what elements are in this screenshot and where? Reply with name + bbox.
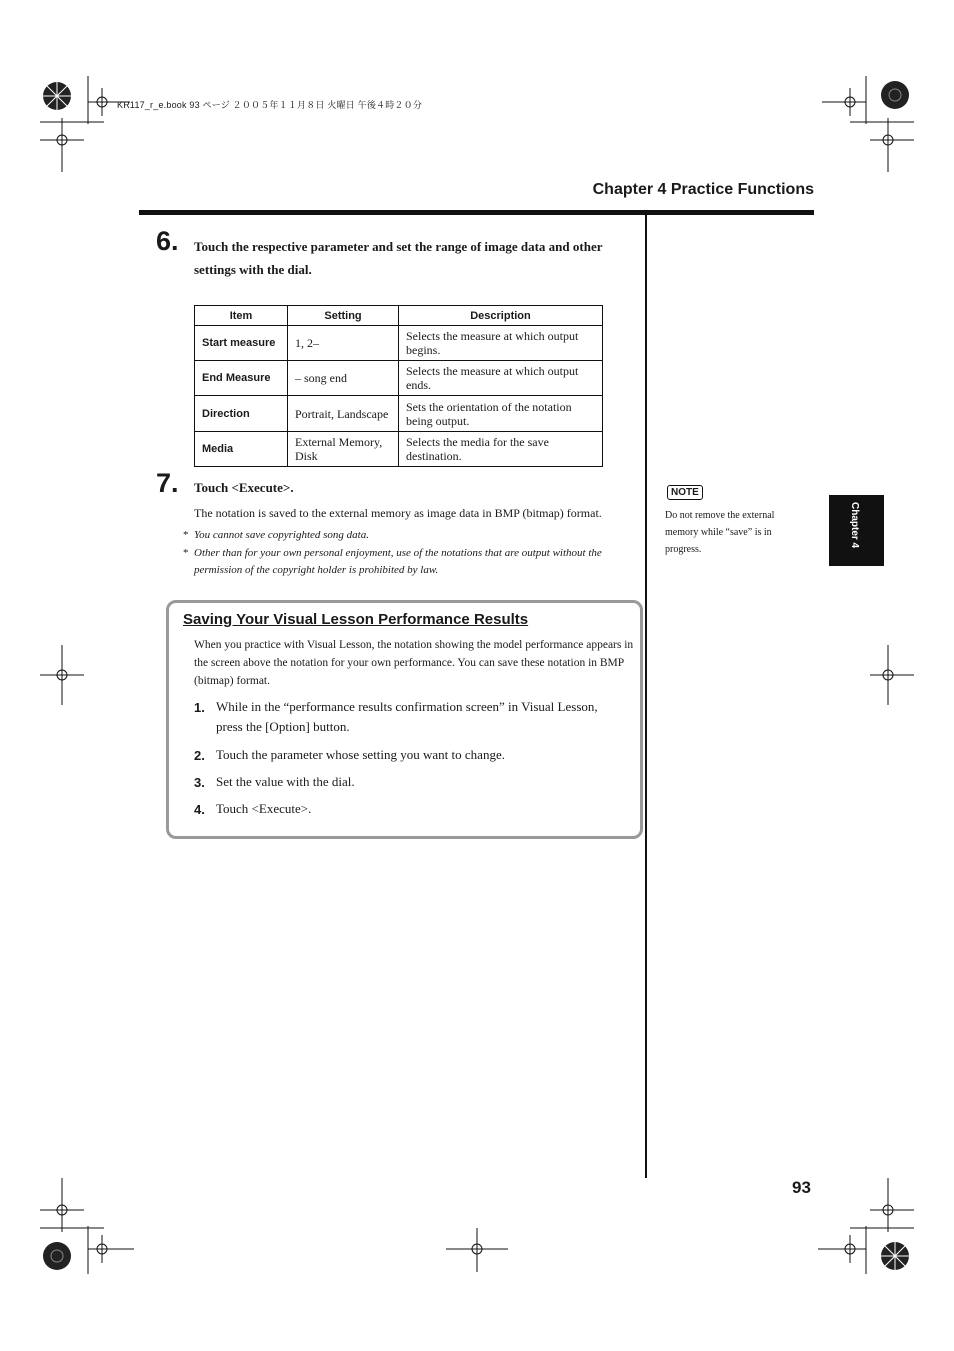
table-row (195, 326, 603, 361)
table-header-description: Description (399, 306, 603, 326)
table-cell-description: Sets the orientation of the notation being output. (399, 396, 603, 432)
page-number: 93 (792, 1178, 811, 1197)
heading-rule (139, 210, 814, 215)
step-7-number: 7. (156, 468, 179, 498)
table-header-row (195, 306, 603, 326)
table-cell-item: Media (195, 432, 288, 467)
box-step-number: 3. (194, 775, 205, 790)
box-step-text: While in the “performance results confirmation screen” in Visual Lesson, press the [Option] button. (216, 699, 598, 734)
table-cell-item: Direction (195, 396, 288, 432)
note-badge: NOTE (667, 485, 703, 500)
table-cell-description: Selects the media for the save destination. (399, 432, 603, 467)
box-title: Saving Your Visual Lesson Performance Results (183, 611, 529, 628)
box-step-number: 1. (194, 700, 205, 715)
footnote (183, 545, 634, 579)
table-cell-description: Selects the measure at which output ends. (399, 361, 603, 396)
box-step-number: 4. (194, 802, 205, 817)
parameter-table (194, 305, 603, 467)
footnote (183, 527, 634, 544)
footnote-marker: * (183, 529, 189, 541)
box-step-number: 2. (194, 748, 205, 763)
table-row (195, 432, 603, 467)
step-6-number: 6. (156, 226, 179, 256)
box-intro: When you practice with Visual Lesson, the notation showing the model performance appears in the screen above the notation for your own performance. You can save these notation in BMP (bitmap) format. (194, 639, 634, 687)
footnote-text: Other than for your own personal enjoyment, use of the notations that are output without the permission of the copyright holder is prohibited by law. (194, 547, 602, 576)
file-info-header: KR117_r_e.book 93 ページ ２００５年１１月８日 火曜日 午後４時２０分 (117, 100, 423, 110)
step-6-text: Touch the respective parameter and set the range of image data and other settings with the dial. (194, 239, 603, 277)
table-cell-setting: External Memory, Disk (288, 432, 399, 467)
step-7-text: Touch <Execute>. (194, 480, 294, 495)
box-step-text: Set the value with the dial. (216, 774, 355, 789)
box-step-text: Touch the parameter whose setting you want to change. (216, 747, 505, 762)
table-cell-setting: – song end (288, 361, 399, 396)
table-header-item: Item (195, 306, 288, 326)
chapter-title: Chapter 4 Practice Functions (592, 181, 814, 198)
table-cell-item: End Measure (195, 361, 288, 396)
chapter-thumb-tab (829, 495, 884, 566)
note-text: Do not remove the external memory while “save” is in progress. (665, 510, 775, 555)
table-cell-setting: Portrait, Landscape (288, 396, 399, 432)
table-row (195, 361, 603, 396)
table-cell-setting: 1, 2– (288, 326, 399, 361)
table-cell-item: Start measure (195, 326, 288, 361)
footnote-text: You cannot save copyrighted song data. (194, 529, 369, 541)
footnote-marker: * (183, 547, 189, 559)
chapter-thumb-label: Chapter 4 (849, 502, 860, 549)
box-step-text: Touch <Execute>. (216, 801, 312, 816)
table-cell-description: Selects the measure at which output begins. (399, 326, 603, 361)
table-header-setting: Setting (288, 306, 399, 326)
column-divider (645, 215, 647, 1178)
step-7-body: The notation is saved to the external memory as image data in BMP (bitmap) format. (194, 506, 602, 520)
table-row (195, 396, 603, 432)
